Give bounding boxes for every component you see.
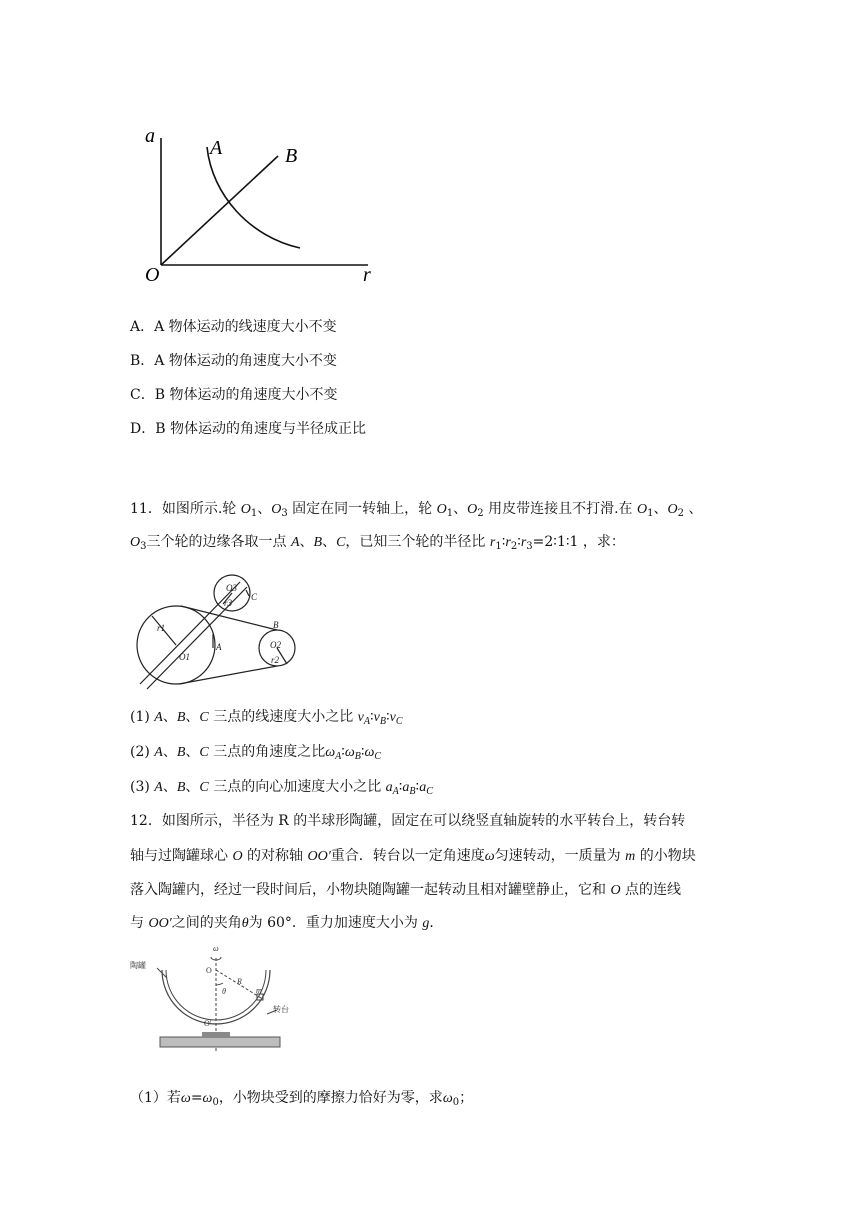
q12-line-4: 与 OO′之间的夹角θ为 60°．重力加速度大小为 g． <box>130 915 444 931</box>
label-b: B <box>273 620 279 630</box>
arrow-c <box>246 590 249 596</box>
label-jar: 陶罐 <box>130 961 146 970</box>
q12-sub-1: （1）若$\omega=\omega_0$，小物块受到的摩擦力恰好为零，求$\omega_0$； <box>130 1090 474 1108</box>
label-c: C <box>251 592 258 602</box>
label-o: O <box>206 966 212 975</box>
label-r1: r1 <box>157 623 166 633</box>
q11-line-2: $O_3$三个轮的边缘各取一点 A、B、C，已知三个轮的半径比 $r_1∶r_2∶r_3=2∶1∶1$ ，求： <box>130 534 625 552</box>
q12-line-3: 落入陶罐内，经过一段时间后，小物块随陶罐一起转动且相对罐壁静止，它和 O 点的连线 <box>130 882 682 898</box>
label-o1: O1 <box>179 652 190 662</box>
label-a: A <box>216 642 222 652</box>
label-r2: r2 <box>271 655 280 665</box>
curve-b-label: B <box>285 145 298 167</box>
bowl-figure <box>127 940 287 1055</box>
option-c: C．B 物体运动的角速度大小不变 <box>130 387 338 403</box>
option-a: A．A 物体运动的线速度大小不变 <box>130 319 337 335</box>
label-omega: ω <box>213 944 219 953</box>
option-b: B．A 物体运动的角速度大小不变 <box>130 353 337 369</box>
curve-b <box>161 156 278 265</box>
bowl-base <box>202 1032 230 1037</box>
pulley-figure <box>127 568 307 688</box>
q12-line-2: 轴与过陶罐球心 O 的对称轴 OO′重合．转台以一定角速度ω匀速转动，一质量为 m 的小物块 <box>130 848 696 864</box>
q11-sub-2: (2) A、B、C 三点的角速度之比$\omega_A∶\omega_B∶\omega_C$ <box>130 744 382 762</box>
q11-sub-3: (3) A、B、C 三点的向心加速度大小之比 $a_A∶a_B∶a_C$ <box>130 779 433 797</box>
q11-line-1: 11．如图所示.轮 $O_1$、$O_3$ 固定在同一转轴上，轮 $O_1$、$O_2$ 用皮带连接且不打滑.在 $O_1$、$O_2$ 、 <box>130 501 703 519</box>
axis-y-label: a <box>145 125 155 147</box>
label-table: 转台 <box>273 1005 289 1014</box>
q11-sub-1: (1) A、B、C 三点的线速度大小之比 $v_A∶v_B∶v_C$ <box>130 709 403 727</box>
belt-bottom <box>179 666 277 684</box>
label-theta: θ <box>222 987 226 996</box>
axis-x-label: r <box>363 264 371 286</box>
curve-a-label: A <box>210 137 223 159</box>
label-r: R <box>237 977 242 986</box>
option-d: D．B 物体运动的角速度与半径成正比 <box>130 421 366 437</box>
origin-label: O <box>145 264 160 286</box>
a-r-graph <box>140 120 390 285</box>
label-r3: r3 <box>224 598 233 608</box>
label-o-prime: O′ <box>204 1019 212 1028</box>
label-o3: O3 <box>226 583 237 593</box>
label-o2: O2 <box>270 640 281 650</box>
turntable <box>160 1037 280 1047</box>
belt-top <box>181 606 277 630</box>
theta-arc <box>216 983 223 985</box>
q12-line-1: 12．如图所示，半径为 R 的半球形陶罐，固定在可以绕竖直轴旋转的水平转台上，转台转 <box>130 813 686 829</box>
label-m: m <box>256 986 262 995</box>
